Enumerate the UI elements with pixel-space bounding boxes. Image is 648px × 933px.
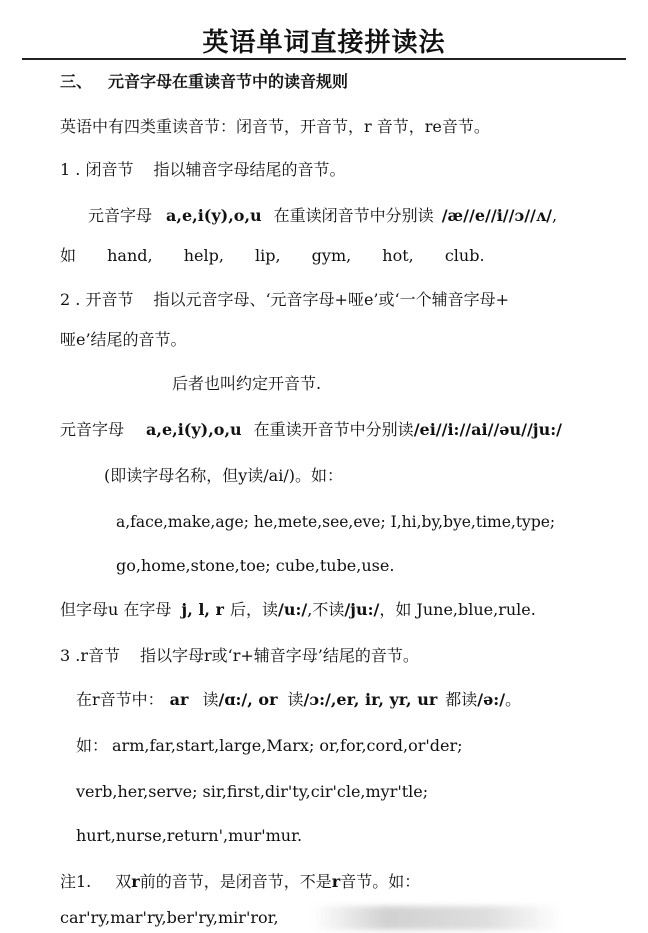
u-ipa: /u:/ bbox=[278, 600, 308, 619]
note-text-b: 前的音节，是闭音节，不是 bbox=[139, 872, 332, 891]
vowel-letters: a,e,i(y),o,u bbox=[146, 420, 242, 439]
vowel-letters: a,e,i(y),o,u bbox=[166, 206, 262, 225]
r-examples-2: verb,her,serve; sir,first,dir'ty,cir'cle,myr'tle; bbox=[76, 782, 429, 801]
title-underline bbox=[22, 58, 626, 60]
r-examples-1 bbox=[76, 736, 463, 756]
example-word: gym, bbox=[311, 246, 352, 265]
r-examples-3: hurt,nurse,return',mur'mur. bbox=[76, 826, 303, 845]
u-not: ,不读 bbox=[307, 600, 345, 619]
example-word: lip, bbox=[255, 246, 281, 265]
closed-rule bbox=[88, 206, 557, 226]
open-examples-2: go,home,stone,toe; cube,tube,use. bbox=[116, 556, 395, 575]
open-desc-cont: 哑e’结尾的音节。 bbox=[60, 330, 187, 349]
r-syllable-heading bbox=[60, 646, 419, 666]
r-label: 在r音节中： bbox=[76, 690, 164, 709]
r-or-ipa: /ɔ:/,er, ir, yr, ur bbox=[303, 690, 438, 709]
u-mid: 后，读 bbox=[229, 600, 278, 619]
read-text: 在重读闭音节中分别读 bbox=[273, 206, 434, 225]
note-r2: r bbox=[331, 872, 341, 891]
note-1 bbox=[60, 872, 420, 892]
ipa-text: /æ//e//i//ɔ//ʌ/ bbox=[441, 206, 552, 225]
note-text-c: 音节。如： bbox=[340, 872, 421, 891]
open-head: 2 . 开音节 bbox=[60, 290, 134, 309]
open-paren: (即读字母名称，但y读/ai/)。如： bbox=[104, 466, 343, 485]
u-rule bbox=[60, 600, 536, 620]
example-word: club. bbox=[444, 246, 485, 265]
closed-examples bbox=[60, 246, 485, 266]
closed-desc: 指以辅音字母结尾的音节。 bbox=[153, 160, 346, 179]
open-note: 后者也叫约定开音节. bbox=[172, 374, 322, 393]
note-label: 注1. bbox=[60, 872, 92, 891]
open-rule bbox=[60, 420, 562, 440]
example-word: hand, bbox=[107, 246, 153, 265]
example-lead: 如 bbox=[60, 246, 77, 265]
r-rule bbox=[76, 690, 521, 710]
u-lead: 但字母u 在字母 bbox=[60, 600, 172, 619]
r-ex-lead: 如： bbox=[76, 736, 109, 755]
section-number: 三、 bbox=[60, 72, 93, 91]
r-all-read: 都读 bbox=[445, 690, 478, 709]
section-heading bbox=[60, 72, 348, 92]
r-head: 3 .r音节 bbox=[60, 646, 121, 665]
r-ar: ar bbox=[169, 690, 189, 709]
note-r1: r bbox=[131, 872, 140, 891]
example-word: help, bbox=[183, 246, 224, 265]
r-ar-ipa: /ɑ:/ bbox=[218, 690, 248, 709]
vowel-label: 元音字母 bbox=[60, 420, 125, 439]
u-letters: j, l, r bbox=[181, 600, 224, 619]
r-ar-read: 读 bbox=[202, 690, 219, 709]
r-end: 。 bbox=[505, 690, 522, 709]
r-all-ipa: /ə:/ bbox=[477, 690, 506, 709]
vowel-label: 元音字母 bbox=[88, 206, 153, 225]
intro-text: 英语中有四类重读音节：闭音节，开音节，r 音节，re音节。 bbox=[60, 117, 490, 136]
watermark-blur bbox=[312, 906, 562, 930]
open-desc: 指以元音字母、‘元音字母+哑e’或‘一个辅音字母+ bbox=[153, 290, 509, 309]
ipa-text: /ei//i://ai//əu//ju:/ bbox=[413, 420, 562, 439]
r-desc: 指以字母r或‘r+辅音字母’结尾的音节。 bbox=[140, 646, 419, 665]
section-title: 元音字母在重读音节中的读音规则 bbox=[108, 72, 349, 91]
u-ipa-2: /ju:/ bbox=[344, 600, 380, 619]
r-or: , or bbox=[247, 690, 278, 709]
closed-head: 1 . 闭音节 bbox=[60, 160, 134, 179]
rule-tail: , bbox=[551, 206, 558, 225]
open-syllable-heading bbox=[60, 290, 509, 310]
open-examples-1: a,face,make,age; he,mete,see,eve; I,hi,by,bye,time,type; bbox=[116, 513, 556, 531]
example-word: hot, bbox=[382, 246, 414, 265]
read-text: 在重读开音节中分别读 bbox=[253, 420, 414, 439]
closed-syllable-heading bbox=[60, 160, 345, 180]
page-title: 英语单词直接拼读法 bbox=[202, 28, 446, 58]
r-or-read: 读 bbox=[287, 690, 304, 709]
r-ex-line: arm,far,start,large,Marx; or,for,cord,or'der; bbox=[112, 736, 463, 755]
note-examples: car'ry,mar'ry,ber'ry,mir'ror, bbox=[60, 908, 279, 927]
u-examples: ，如 June,blue,rule. bbox=[379, 600, 536, 619]
note-text-a: 双 bbox=[115, 872, 132, 891]
